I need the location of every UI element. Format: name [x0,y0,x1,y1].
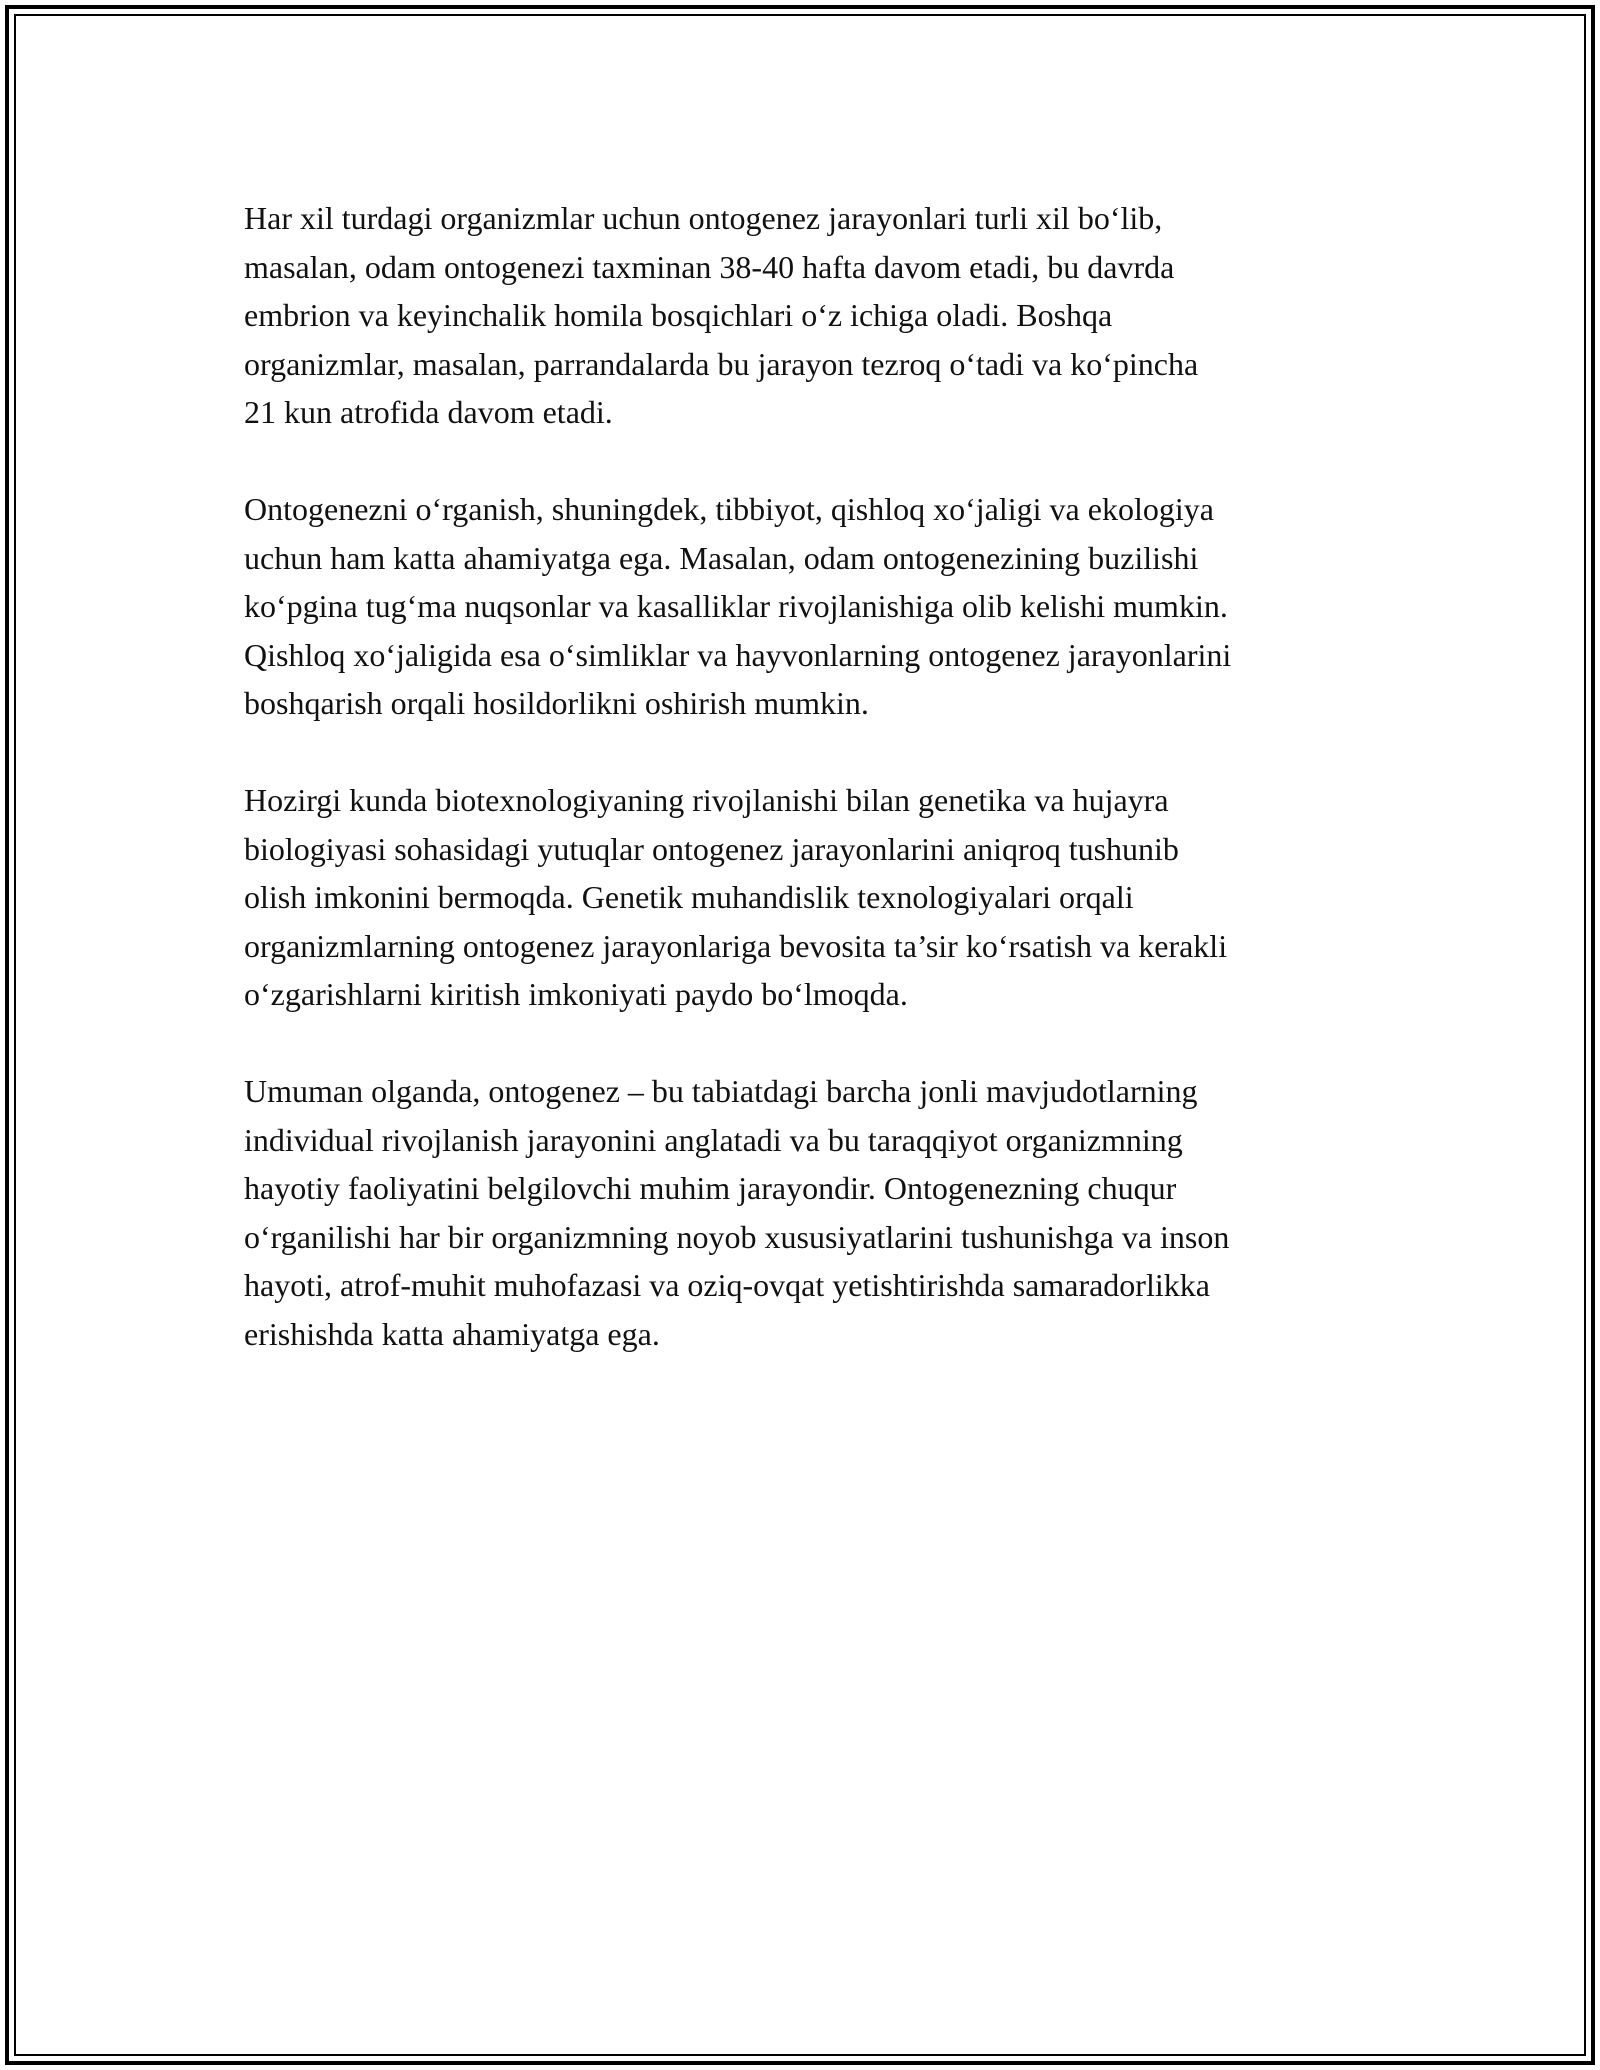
document-body [244,194,1404,1407]
text-line: Hozirgi kunda biotexnologiyaning rivojlanishi bilan genetika va hujayra [244,782,1169,818]
text-line: organizmlarning ontogenez jarayonlariga bevosita ta’sir ko‘rsatish va kerakli [244,927,1228,964]
text-line: Har xil turdagi organizmlar uchun ontogenez jarayonlari turli xil bo‘lib, [244,200,1163,236]
paragraph-2 [244,485,1404,728]
text-line: Ontogenezni o‘rganish, shuningdek, tibbiyot, qishloq xo‘jaligi va ekologiya [244,491,1214,527]
text-line: organizmlar, masalan, parrandalarda bu jarayon tezroq o‘tadi va ko‘pincha [244,345,1199,382]
text-line: 21 kun atrofida davom etadi. [244,394,613,430]
paragraph-1 [244,194,1404,437]
text-line: boshqarish orqali hosildorlikni oshirish mumkin. [244,685,869,721]
page-frame [5,5,1595,2065]
text-line: o‘rganilishi har bir organizmning noyob xususiyatlarini tushunishga va inson [244,1218,1230,1255]
text-line: embrion va keyinchalik homila bosqichlari o‘z ichiga oladi. Boshqa [244,297,1113,333]
text-line: Umuman olganda, ontogenez – bu tabiatdagi barcha jonli mavjudotlarning [244,1073,1198,1109]
text-line: hayoti, atrof-muhit muhofazasi va oziq-ovqat yetishtirishda samaradorlikka [244,1267,1210,1303]
text-line: biologiyasi sohasidagi yutuqlar ontogenez jarayonlarini aniqroq tushunib [244,830,1179,867]
paragraph-4 [244,1067,1404,1358]
text-line: uchun ham katta ahamiyatga ega. Masalan, odam ontogenezining buzilishi [244,539,1199,576]
text-line: erishishda katta ahamiyatga ega. [244,1315,660,1352]
text-line: Qishloq xo‘jaligida esa o‘simliklar va hayvonlarning ontogenez jarayonlarini [244,636,1232,673]
text-line: individual rivojlanish jarayonini anglatadi va bu taraqqiyot organizmning [244,1121,1183,1158]
text-line: ko‘pgina tug‘ma nuqsonlar va kasalliklar rivojlanishiga olib kelishi mumkin. [244,588,1228,624]
text-line: olish imkonini bermoqda. Genetik muhandislik texnologiyalari orqali [244,879,1134,915]
paragraph-3 [244,776,1404,1019]
text-line: o‘zgarishlarni kiritish imkoniyati paydo bo‘lmoqda. [244,976,908,1012]
text-line: masalan, odam ontogenezi taxminan 38-40 hafta davom etadi, bu davrda [244,248,1175,285]
text-line: hayotiy faoliyatini belgilovchi muhim jarayondir. Ontogenezning chuqur [244,1170,1177,1206]
